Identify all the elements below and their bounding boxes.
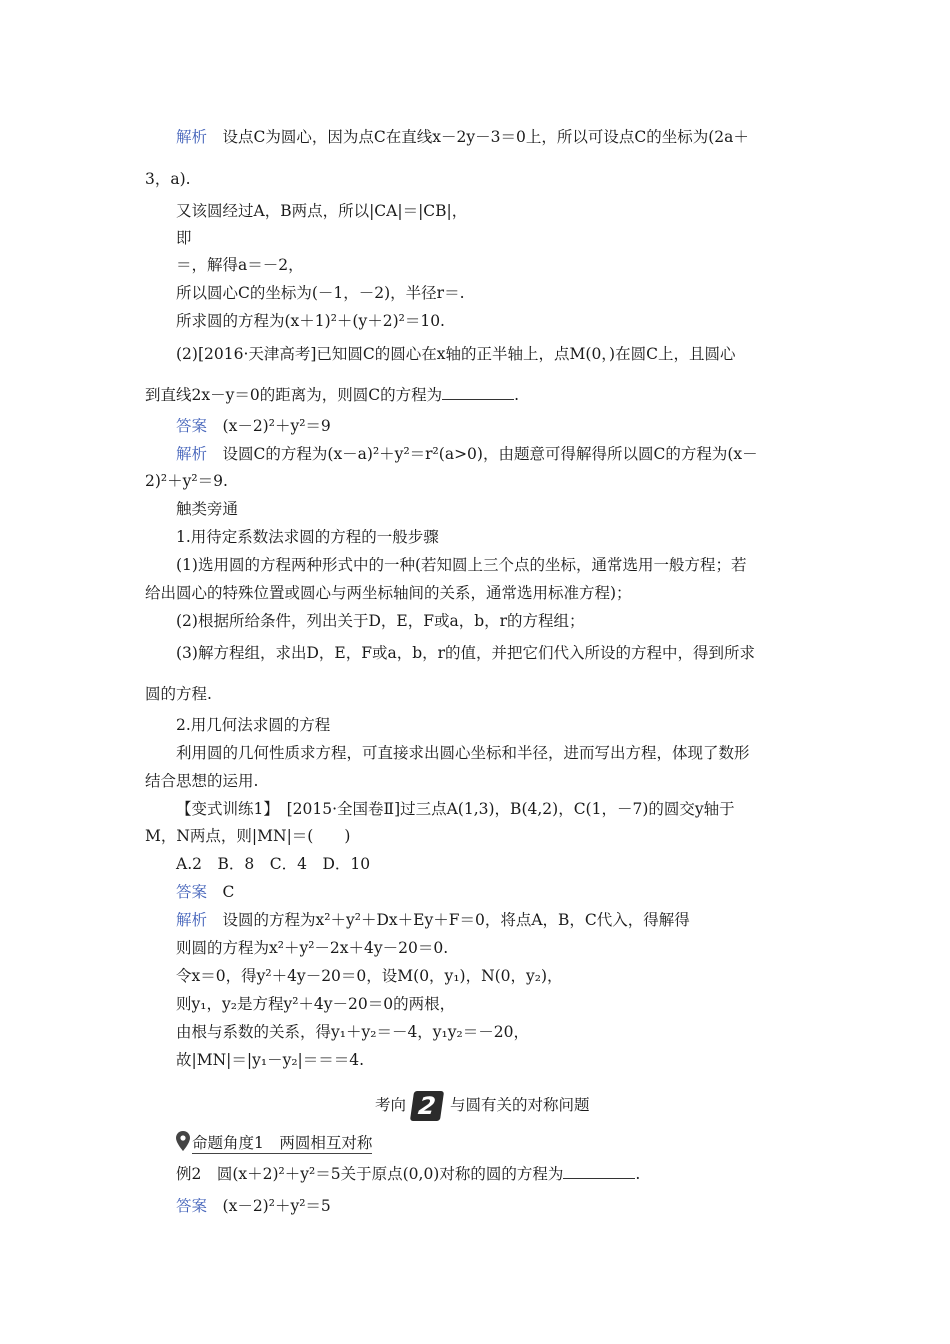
text-line: C [222, 883, 235, 901]
section-prefix: 考向 [375, 1096, 407, 1114]
text-line: 2)²＋y²＝9. [145, 472, 228, 490]
text-line: 所以圆心C的坐标为(－1，－2)，半径r＝. [176, 284, 465, 302]
answer-label: 答案 [176, 417, 208, 435]
text-line: 结合思想的运用. [145, 772, 259, 790]
text-line: 圆的方程. [145, 685, 212, 703]
section-number-badge: 2 [410, 1091, 444, 1121]
analysis-line-3 [176, 909, 690, 931]
answer-line [176, 1195, 331, 1217]
question-line: (2)[2016·天津高考]已知圆C的圆心在x轴的正半轴上，点M(0，)在圆C上，且圆心 [176, 345, 736, 363]
text-line: 则y₁，y₂是方程y²＋4y－20＝0的两根， [176, 995, 456, 1013]
analysis-label: 解析 [176, 128, 208, 146]
text-line: 2.用几何法求圆的方程 [176, 716, 331, 734]
text-line: 故|MN|＝|y₁－y₂|＝＝＝4. [176, 1051, 365, 1069]
analysis-line-2 [176, 443, 758, 465]
answer-blank [563, 1164, 635, 1179]
angle-title: 命题角度1 两圆相互对称 [192, 1134, 373, 1152]
text-line: M，N两点，则|MN|＝( ) [145, 827, 351, 845]
answer-line [176, 881, 234, 903]
text-line: 给出圆心的特殊位置或圆心与两坐标轴间的关系，通常选用标准方程)； [145, 584, 632, 602]
text-line: . [635, 1165, 641, 1183]
text-line: 令x＝0，得y²＋4y－20＝0，设M(0，y₁)，N(0，y₂)， [176, 967, 563, 985]
location-pin-icon [176, 1131, 190, 1151]
angle-heading [176, 1131, 372, 1154]
text-line: 设圆的方程为x²＋y²＋Dx＋Ey＋F＝0，将点A，B，C代入，得解得 [222, 911, 690, 929]
text-line: 又该圆经过A，B两点，所以|CA|＝|CB|， [176, 202, 468, 220]
section-heading [375, 1088, 590, 1122]
text-line: (2)根据所给条件，列出关于D，E，F或a，b，r的方程组； [176, 612, 585, 630]
text-line: (x－2)²＋y²＝5 [222, 1197, 331, 1215]
text-line: 则圆的方程为x²＋y²－2x＋4y－20＝0. [176, 939, 449, 957]
text-line: . [514, 386, 520, 404]
text-line: 设圆C的方程为(x－a)²＋y²＝r²(a>0)，由题意可得解得所以圆C的方程为(x－ [222, 445, 758, 463]
answer-blank [442, 385, 514, 400]
text-line: 设点C为圆心，因为点C在直线x－2y－3＝0上，所以可设点C的坐标为(2a＋ [222, 128, 749, 146]
text-line: (1)选用圆的方程两种形式中的一种(若知圆上三个点的坐标，通常选用一般方程；若 [176, 556, 747, 574]
analysis-label: 解析 [176, 445, 208, 463]
text-line: 3，a). [145, 170, 191, 188]
text-line: 所求圆的方程为(x＋1)²＋(y＋2)²＝10. [176, 312, 445, 330]
exercise-line: 【变式训练1】 [2015·全国卷Ⅱ]过三点A(1,3)，B(4,2)，C(1，－7)的圆交y轴于 [176, 800, 735, 818]
example-line [176, 1163, 640, 1185]
text-line: 到直线2x－y＝0的距离为，则圆C的方程为 [145, 386, 443, 404]
options-line: A.2 B．8 C．4 D．10 [176, 855, 371, 873]
question-line-2 [145, 384, 519, 406]
section-title: 与圆有关的对称问题 [450, 1096, 590, 1114]
analysis-label: 解析 [176, 911, 208, 929]
text-line: 即 [176, 229, 192, 247]
answer-label: 答案 [176, 883, 208, 901]
answer-label: 答案 [176, 1197, 208, 1215]
text-line: 1.用待定系数法求圆的方程的一般步骤 [176, 528, 439, 546]
analysis-line-1 [176, 126, 749, 148]
text-line: 由根与系数的关系，得y₁＋y₂＝－4，y₁y₂＝－20， [176, 1023, 529, 1041]
answer-line [176, 415, 331, 437]
text-line: 例2 圆(x＋2)²＋y²＝5关于原点(0,0)对称的圆的方程为 [176, 1165, 564, 1183]
text-line: (x－2)²＋y²＝9 [222, 417, 331, 435]
text-line: ＝，解得a＝－2， [176, 256, 304, 274]
tips-heading: 触类旁通 [176, 500, 239, 518]
text-line: (3)解方程组，求出D，E，F或a，b，r的值，并把它们代入所设的方程中，得到所求 [176, 644, 756, 662]
text-line: 利用圆的几何性质求方程，可直接求出圆心坐标和半径，进而写出方程，体现了数形 [176, 744, 750, 762]
